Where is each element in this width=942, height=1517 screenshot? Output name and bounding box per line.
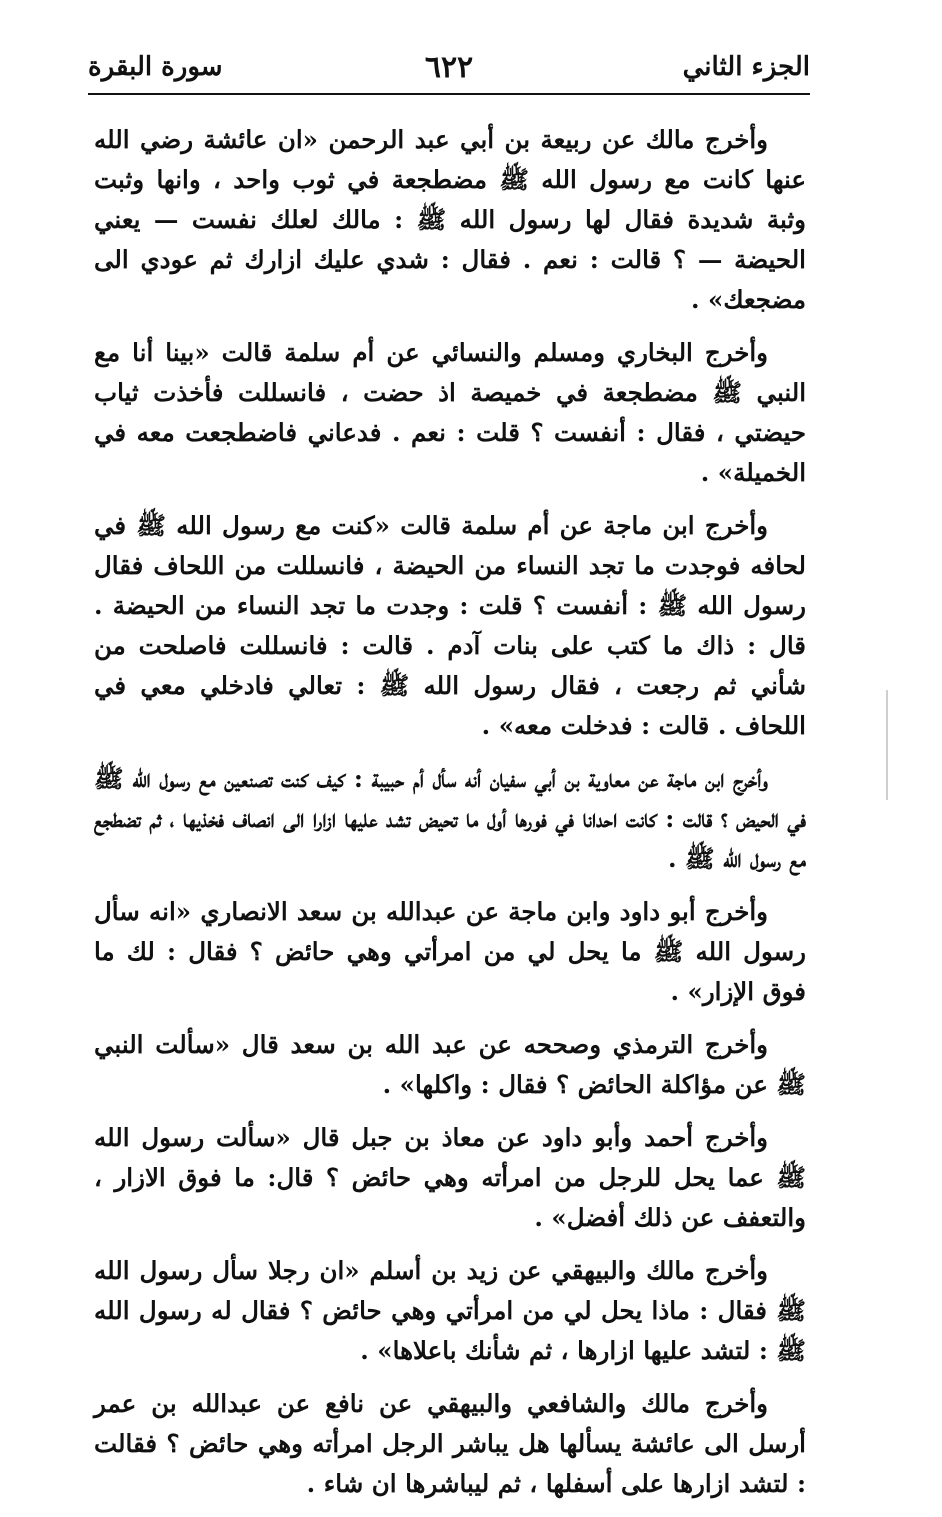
header-rule — [88, 93, 810, 95]
paragraph: وأخرج ابن ماجة عن معاوية بن أبي سفيان أنه سأل أم حبيبة : كيف كنت تصنعين مع رسول الله ﷺ في الحيض ؟ قالت : كانت احدانا في فورها أول ما تحيض تشد عليها ازارا الى انصاف فخذيها ، ثم تضطجع مع رسول الله ﷺ . — [94, 764, 806, 873]
juz-title: الجزء الثاني — [682, 52, 810, 82]
page-body — [94, 120, 806, 1517]
paragraph: وأخرج أحمد وأبو داود عن معاذ بن جبل قال «سألت رسول الله ﷺ عما يحل للرجل من امرأته وهي حائض ؟ قال: ما فوق الازار ، والتعفف عن ذلك أفضل» . — [94, 1123, 806, 1232]
scan-margin-line — [886, 690, 888, 800]
page-number: ٦٢٢ — [424, 50, 474, 85]
page-header — [88, 40, 810, 90]
paragraph: وأخرج الترمذي وصححه عن عبد الله بن سعد قال «سألت النبي ﷺ عن مؤاكلة الحائض ؟ فقال : واكلها» . — [94, 1030, 806, 1099]
paragraph: وأخرج مالك عن ربيعة بن أبي عبد الرحمن «ان عائشة رضي الله عنها كانت مع رسول الله ﷺ مضطجعة في ثوب واحد ، وانها وثبت وثبة شديدة فقال لها رسول الله ﷺ : مالك لعلك نفست — يعني الحيضة — ؟ قالت : نعم . فقال : شدي عليك ازارك ثم عودي الى مضجعك» . — [94, 125, 806, 314]
paragraph: وأخرج مالك والشافعي والبيهقي عن نافع عن عبدالله بن عمر أرسل الى عائشة يسألها هل يباشر الرجل امرأته وهي حائض ؟ فقالت : لتشد ازارها على أسفلها ، ثم ليباشرها ان شاء . — [94, 1389, 806, 1498]
surah-title: سورة البقرة — [88, 52, 223, 82]
paragraph: وأخرج ابن ماجة عن أم سلمة قالت «كنت مع رسول الله ﷺ في لحافه فوجدت ما تجد النساء من الحيضة ، فانسللت من اللحاف فقال رسول الله ﷺ : أنفست ؟ قلت : وجدت ما تجد النساء من الحيضة . قال : ذاك ما كتب على بنات آدم . قالت : فانسللت فاصلحت من شأني ثم رجعت ، فقال رسول الله ﷺ : تعالي فادخلي معي في اللحاف . قالت : فدخلت معه» . — [94, 511, 806, 740]
paragraph: وأخرج مالك والبيهقي عن زيد بن أسلم «ان رجلا سأل رسول الله ﷺ فقال : ماذا يحل لي من امرأتي وهي حائض ؟ فقال له رسول الله ﷺ : لتشد عليها ازارها ، ثم شأنك باعلاها» . — [94, 1256, 806, 1365]
paragraph: وأخرج البخاري ومسلم والنسائي عن أم سلمة قالت «بينا أنا مع النبي ﷺ مضطجعة في خميصة اذ حضت ، فانسللت فأخذت ثياب حيضتي ، فقال : أنفست ؟ قلت : نعم . فدعاني فاضطجعت معه في الخميلة» . — [94, 338, 806, 487]
paragraph: وأخرج أبو داود وابن ماجة عن عبدالله بن سعد الانصاري «انه سأل رسول الله ﷺ ما يحل لي من امرأتي وهي حائض ؟ فقال : لك ما فوق الإزار» . — [94, 897, 806, 1006]
